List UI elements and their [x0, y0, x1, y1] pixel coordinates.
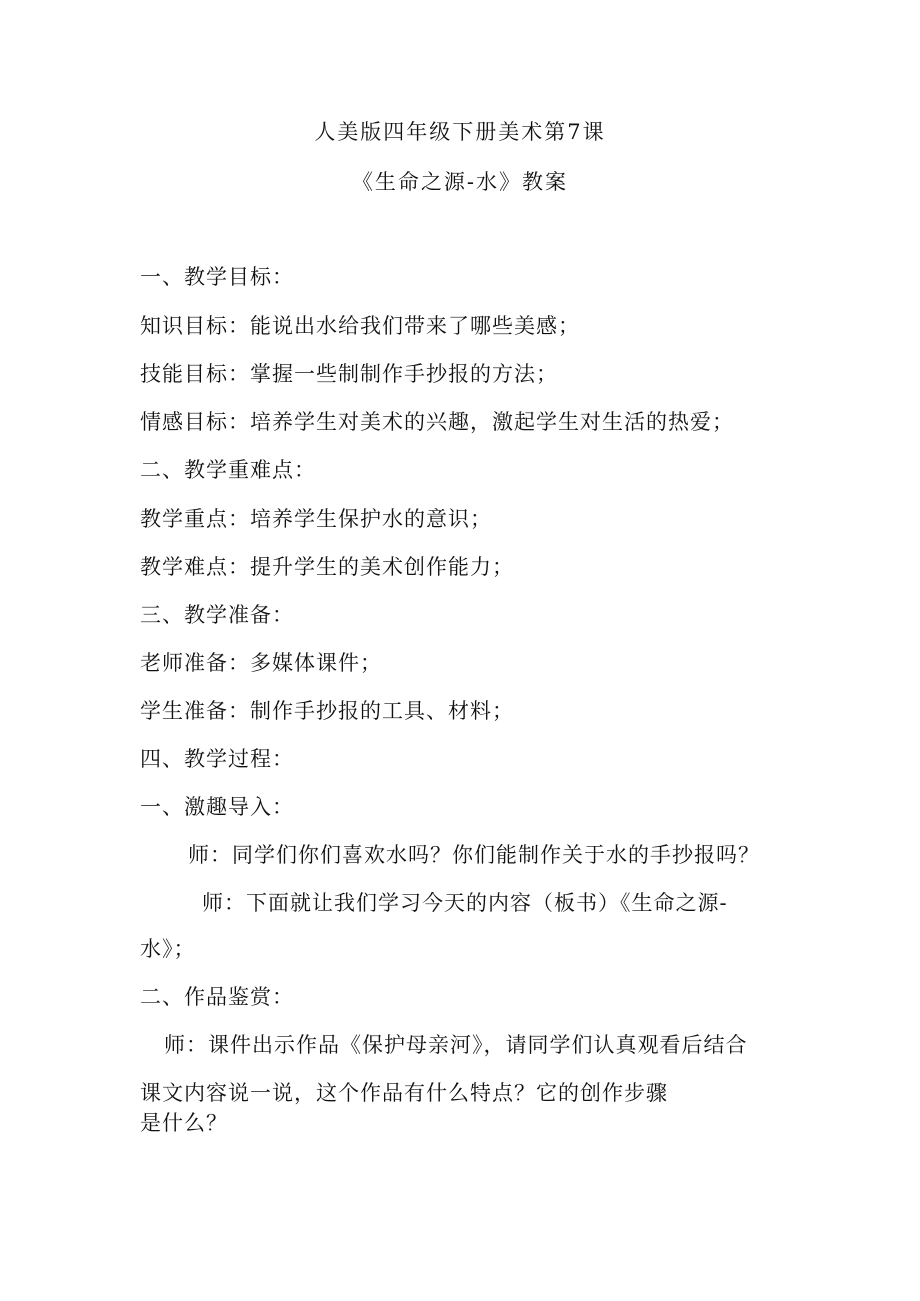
teaching-difficulty: 教学难点：提升学生的美术创作能力；	[140, 555, 514, 579]
subsection-introduction: 一、激趣导入：	[140, 795, 294, 819]
teacher-line-2: 师：下面就让我们学习今天的内容（板书）《生命之源-	[202, 891, 728, 915]
section-heading-key-points: 二、教学重难点：	[140, 458, 316, 482]
teacher-preparation: 老师准备：多媒体课件；	[140, 651, 382, 675]
teacher-line-1: 师：同学们你们喜欢水吗？你们能制作关于水的手抄报吗？	[188, 843, 760, 867]
document-title-line-1: 人美版四年级下册美术第7课	[314, 120, 606, 144]
student-preparation: 学生准备：制作手抄报的工具、材料；	[140, 699, 514, 723]
teacher-line-3-continued: 课文内容说一说，这个作品有什么特点？它的创作步骤	[140, 1081, 668, 1105]
subsection-appreciation: 二、作品鉴赏：	[140, 985, 294, 1009]
section-heading-objectives: 一、教学目标：	[140, 265, 294, 289]
emotion-objective: 情感目标：培养学生对美术的兴趣，激起学生对生活的热爱；	[140, 410, 734, 434]
section-heading-process: 四、教学过程：	[140, 747, 294, 771]
teacher-line-3: 师：课件出示作品《保护母亲河》，请同学们认真观看后结合	[164, 1033, 748, 1057]
skill-objective: 技能目标：掌握一些制制作手抄报的方法；	[140, 362, 558, 386]
section-heading-preparation: 三、教学准备：	[140, 603, 294, 627]
teacher-line-2-continued: 水》；	[140, 937, 196, 961]
knowledge-objective: 知识目标：能说出水给我们带来了哪些美感；	[140, 314, 580, 338]
teaching-focus: 教学重点：培养学生保护水的意识；	[140, 507, 492, 531]
document-title-line-2: 《生命之源-水》教案	[351, 170, 569, 194]
teacher-line-3-end: 是什么？	[140, 1111, 228, 1135]
